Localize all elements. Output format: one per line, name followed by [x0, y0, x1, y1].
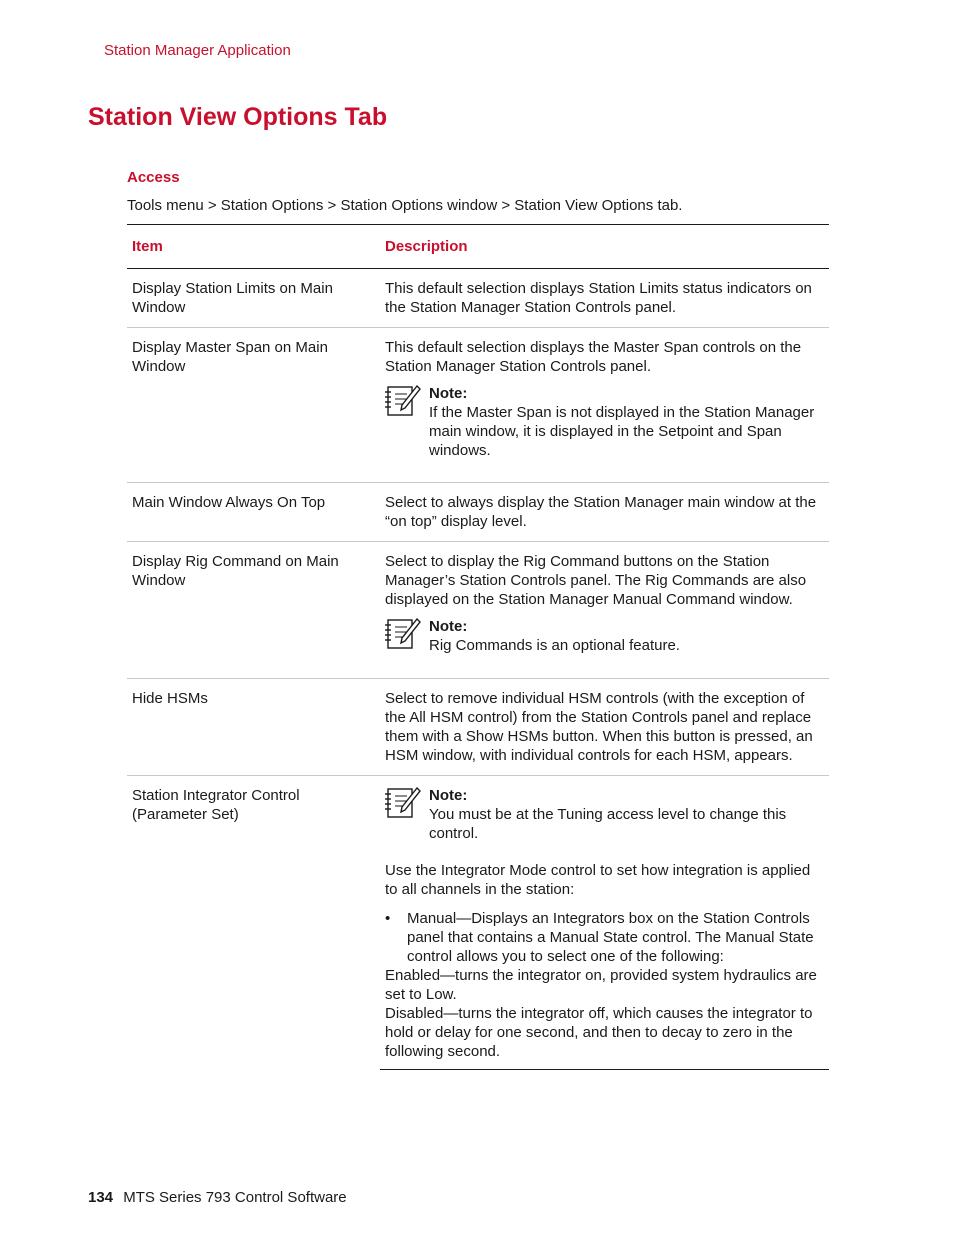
column-header-item: Item — [132, 238, 163, 255]
table-row — [127, 483, 829, 542]
description-text: This default selection displays Station Limits status indicators on the Station Manager Station Controls panel. — [385, 280, 812, 316]
access-heading: Access — [127, 169, 180, 186]
item-cell: Display Station Limits on Main Window — [132, 280, 333, 316]
table-row — [127, 269, 829, 328]
note-label: Note: — [429, 618, 468, 635]
description-cell — [380, 483, 829, 541]
page-title: Station View Options Tab — [88, 103, 388, 131]
description-cell — [380, 679, 829, 775]
note-text: You must be at the Tuning access level to change this control. — [429, 806, 787, 842]
note-text: Rig Commands is an optional feature. — [429, 637, 680, 654]
description-text: Select to remove individual HSM controls (with the exception of the All HSM control) from the Station Controls panel and replace them with a Show HSMs button. When this button is pressed, an HSM window, with individual controls for each HSM, appears. — [385, 690, 813, 764]
description-text: Use the Integrator Mode control to set how integration is applied to all channels in the station: — [385, 862, 811, 898]
description-cell — [380, 269, 829, 327]
item-cell: Display Rig Command on Main Window — [132, 553, 339, 589]
footer-doc-title: MTS Series 793 Control Software — [123, 1189, 347, 1206]
item-cell: Station Integrator Control (Parameter Set) — [132, 787, 300, 823]
bullet-text: Manual—Displays an Integrators box on the Station Controls panel that contains a Manual State control. The Manual State control allows you to select one of the following: — [407, 910, 814, 965]
note-block — [385, 384, 825, 460]
table-row — [127, 776, 829, 1070]
description-cell — [380, 776, 829, 1070]
page-number: 134 — [88, 1189, 114, 1206]
description-text: This default selection displays the Master Span controls on the Station Manager Station Controls panel. — [385, 339, 802, 375]
sub-option-disabled: Disabled—turns the integrator off, which causes the integrator to hold or delay for one second, and then to decay to zero in the following second. — [385, 1005, 813, 1060]
note-pencil-icon — [385, 786, 429, 843]
note-block — [385, 786, 825, 843]
note-label: Note: — [429, 385, 468, 402]
running-header: Station Manager Application — [104, 42, 291, 59]
note-pencil-icon — [385, 384, 429, 460]
access-path: Tools menu > Station Options > Station Options window > Station View Options tab. — [127, 197, 683, 214]
table-row — [127, 542, 829, 679]
note-block — [385, 617, 825, 656]
list-item — [385, 909, 825, 966]
bullet-marker: • — [385, 910, 391, 927]
page-footer — [88, 1189, 347, 1206]
note-pencil-icon — [385, 617, 429, 656]
item-cell: Display Master Span on Main Window — [132, 339, 328, 375]
description-cell — [380, 328, 829, 470]
note-label: Note: — [429, 787, 468, 804]
item-cell: Main Window Always On Top — [132, 494, 326, 511]
item-cell: Hide HSMs — [132, 690, 208, 707]
table-header — [127, 225, 829, 269]
description-text: Select to always display the Station Manager main window at the “on top” display level. — [385, 494, 817, 530]
note-text: If the Master Span is not displayed in the Station Manager main window, it is displayed in the Setpoint and Span windows. — [429, 404, 815, 459]
description-text: Select to display the Rig Command buttons on the Station Manager’s Station Controls panel. The Rig Commands are also displayed on the Station Manager Manual Command window. — [385, 553, 807, 608]
column-header-description: Description — [385, 238, 468, 255]
sub-option-enabled: Enabled—turns the integrator on, provided system hydraulics are set to Low. — [385, 967, 817, 1003]
table-row — [127, 679, 829, 776]
options-table — [127, 224, 829, 1070]
table-row — [127, 328, 829, 483]
description-cell — [380, 542, 829, 666]
